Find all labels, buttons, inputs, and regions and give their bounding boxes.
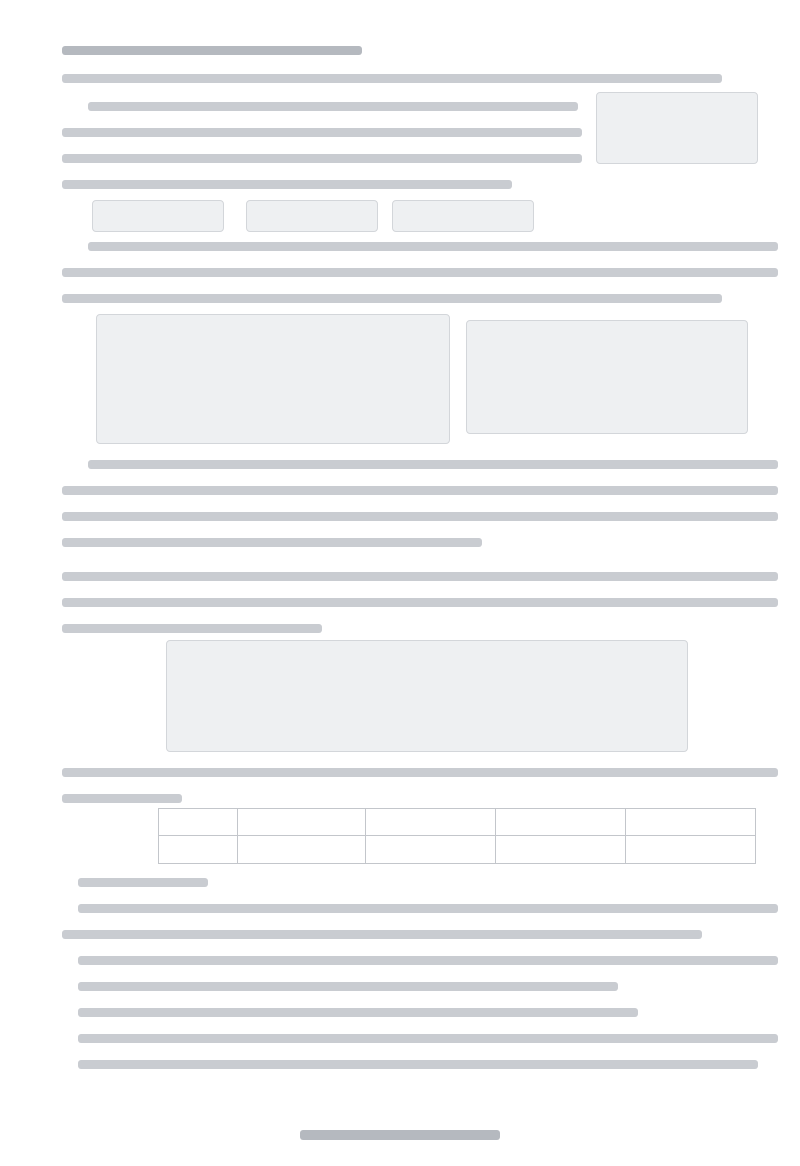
text-line: [78, 956, 778, 965]
text-line: [62, 598, 778, 607]
text-line: [62, 180, 512, 189]
text-line: [62, 268, 778, 277]
text-line: [78, 878, 208, 887]
molecule-figure: [596, 92, 758, 164]
text-line: [88, 102, 578, 111]
text-line: [78, 1060, 758, 1069]
process-flow-chart: [166, 640, 688, 752]
text-line: [62, 46, 362, 55]
text-line: [88, 242, 778, 251]
text-line: [62, 572, 778, 581]
text-line: [62, 74, 722, 83]
page-footer: [300, 1130, 500, 1140]
orbital-diagram: [246, 200, 378, 232]
text-line: [62, 294, 722, 303]
text-line: [62, 624, 322, 633]
data-table: [158, 808, 756, 864]
text-line: [78, 1008, 638, 1017]
text-line: [62, 512, 778, 521]
reaction-scheme-figure: [96, 314, 450, 444]
text-line: [78, 982, 618, 991]
text-line: [62, 128, 582, 137]
text-line: [78, 904, 778, 913]
text-line: [78, 1034, 778, 1043]
text-line: [62, 154, 582, 163]
text-line: [62, 768, 778, 777]
orbital-diagram: [392, 200, 534, 232]
text-line: [62, 794, 182, 803]
crystal-cell-figure: [466, 320, 748, 434]
text-line: [62, 538, 482, 547]
text-line: [88, 460, 778, 469]
text-line: [62, 486, 778, 495]
text-line: [62, 930, 702, 939]
orbital-diagram: [92, 200, 224, 232]
